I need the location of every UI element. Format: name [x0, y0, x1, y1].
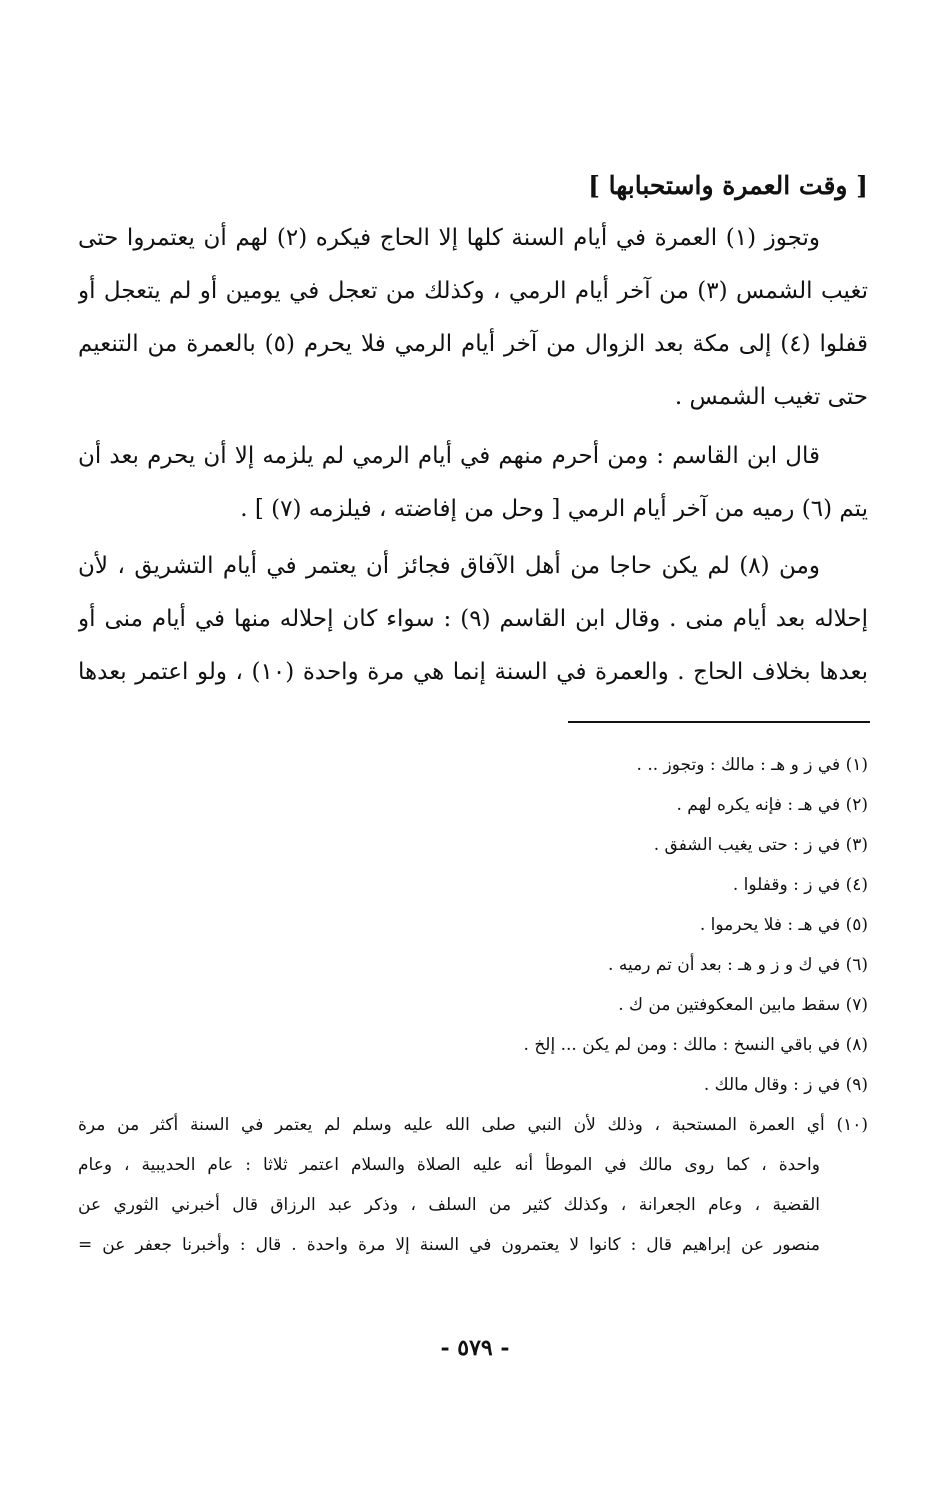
section-heading: [ وقت العمرة واستحبابها ]	[588, 171, 868, 200]
paragraph-line: إحلاله بعد أيام منى . وقال ابن القاسم (٩) : سواء كان إحلاله منها في أيام منى أو	[78, 606, 868, 632]
footnote-10-continuation: القضية ، وعام الجعرانة ، وكذلك كثير من السلف ، وذكر عبد الرزاق قال أخبرني الثوري عن	[78, 1195, 820, 1215]
footnote-5: (٥) في هـ : فلا يحرموا .	[699, 915, 868, 935]
paragraph-2	[78, 430, 868, 536]
footnote-8: (٨) في باقي النسخ : مالك : ومن لم يكن ... إلخ .	[523, 1035, 868, 1055]
paragraph-3	[78, 540, 868, 699]
footnote-10-continuation: منصور عن إبراهيم قال : كانوا لا يعتمرون في السنة إلا مرة واحدة . قال : وأخبرنا جعفر عن =	[78, 1235, 820, 1255]
footnote-10-continuation: واحدة ، كما روى مالك في الموطأ أنه عليه الصلاة والسلام اعتمر ثلاثا : عام الحديبية ، وعام	[78, 1155, 820, 1175]
paragraph-line: ومن (٨) لم يكن حاجا من أهل الآفاق فجائز أن يعتمر في أيام التشريق ، لأن	[78, 553, 820, 579]
footnote-6: (٦) في ك و ز و هـ : بعد أن تم رميه .	[608, 955, 868, 975]
paragraph-line: بعدها بخلاف الحاج . والعمرة في السنة إنما هي مرة واحدة (١٠) ، ولو اعتمر بعدها	[78, 659, 868, 685]
footnote-2: (٢) في هـ : فإنه يكره لهم .	[676, 795, 868, 815]
footnote-separator	[568, 721, 870, 723]
footnote-7: (٧) سقط مابين المعكوفتين من ك .	[618, 995, 868, 1015]
page-number: - ٥٧٩ -	[440, 1335, 510, 1361]
footnotes	[78, 745, 868, 1265]
paragraph-line: وتجوز (١) العمرة في أيام السنة كلها إلا الحاج فيكره (٢) لهم أن يعتمروا حتى	[78, 225, 821, 251]
footnote-10: (١٠) أي العمرة المستحبة ، وذلك لأن النبي صلى الله عليه وسلم لم يعتمر في السنة أكثر من مرة	[78, 1115, 868, 1135]
paragraph-line: يتم (٦) رميه من آخر أيام الرمي [ وحل من إفاضته ، فيلزمه (٧) ] .	[240, 496, 868, 522]
paragraph-line: تغيب الشمس (٣) من آخر أيام الرمي ، وكذلك من تعجل في يومين أو لم يتعجل أو	[78, 278, 868, 304]
footnote-4: (٤) في ز : وقفلوا .	[732, 875, 868, 895]
footnote-3: (٣) في ز : حتى يغيب الشفق .	[653, 835, 868, 855]
paragraph-1	[78, 212, 868, 424]
paragraph-line: قفلوا (٤) إلى مكة بعد الزوال من آخر أيام الرمي فلا يحرم (٥) بالعمرة من التنعيم	[78, 331, 868, 357]
paragraph-line: حتى تغيب الشمس .	[674, 384, 868, 410]
footnote-9: (٩) في ز : وقال مالك .	[703, 1075, 868, 1095]
footnote-1: (١) في ز و هـ : مالك : وتجوز .. .	[636, 755, 868, 775]
paragraph-line: قال ابن القاسم : ومن أحرم منهم في أيام الرمي لم يلزمه إلا أن يحرم بعد أن	[78, 443, 820, 469]
